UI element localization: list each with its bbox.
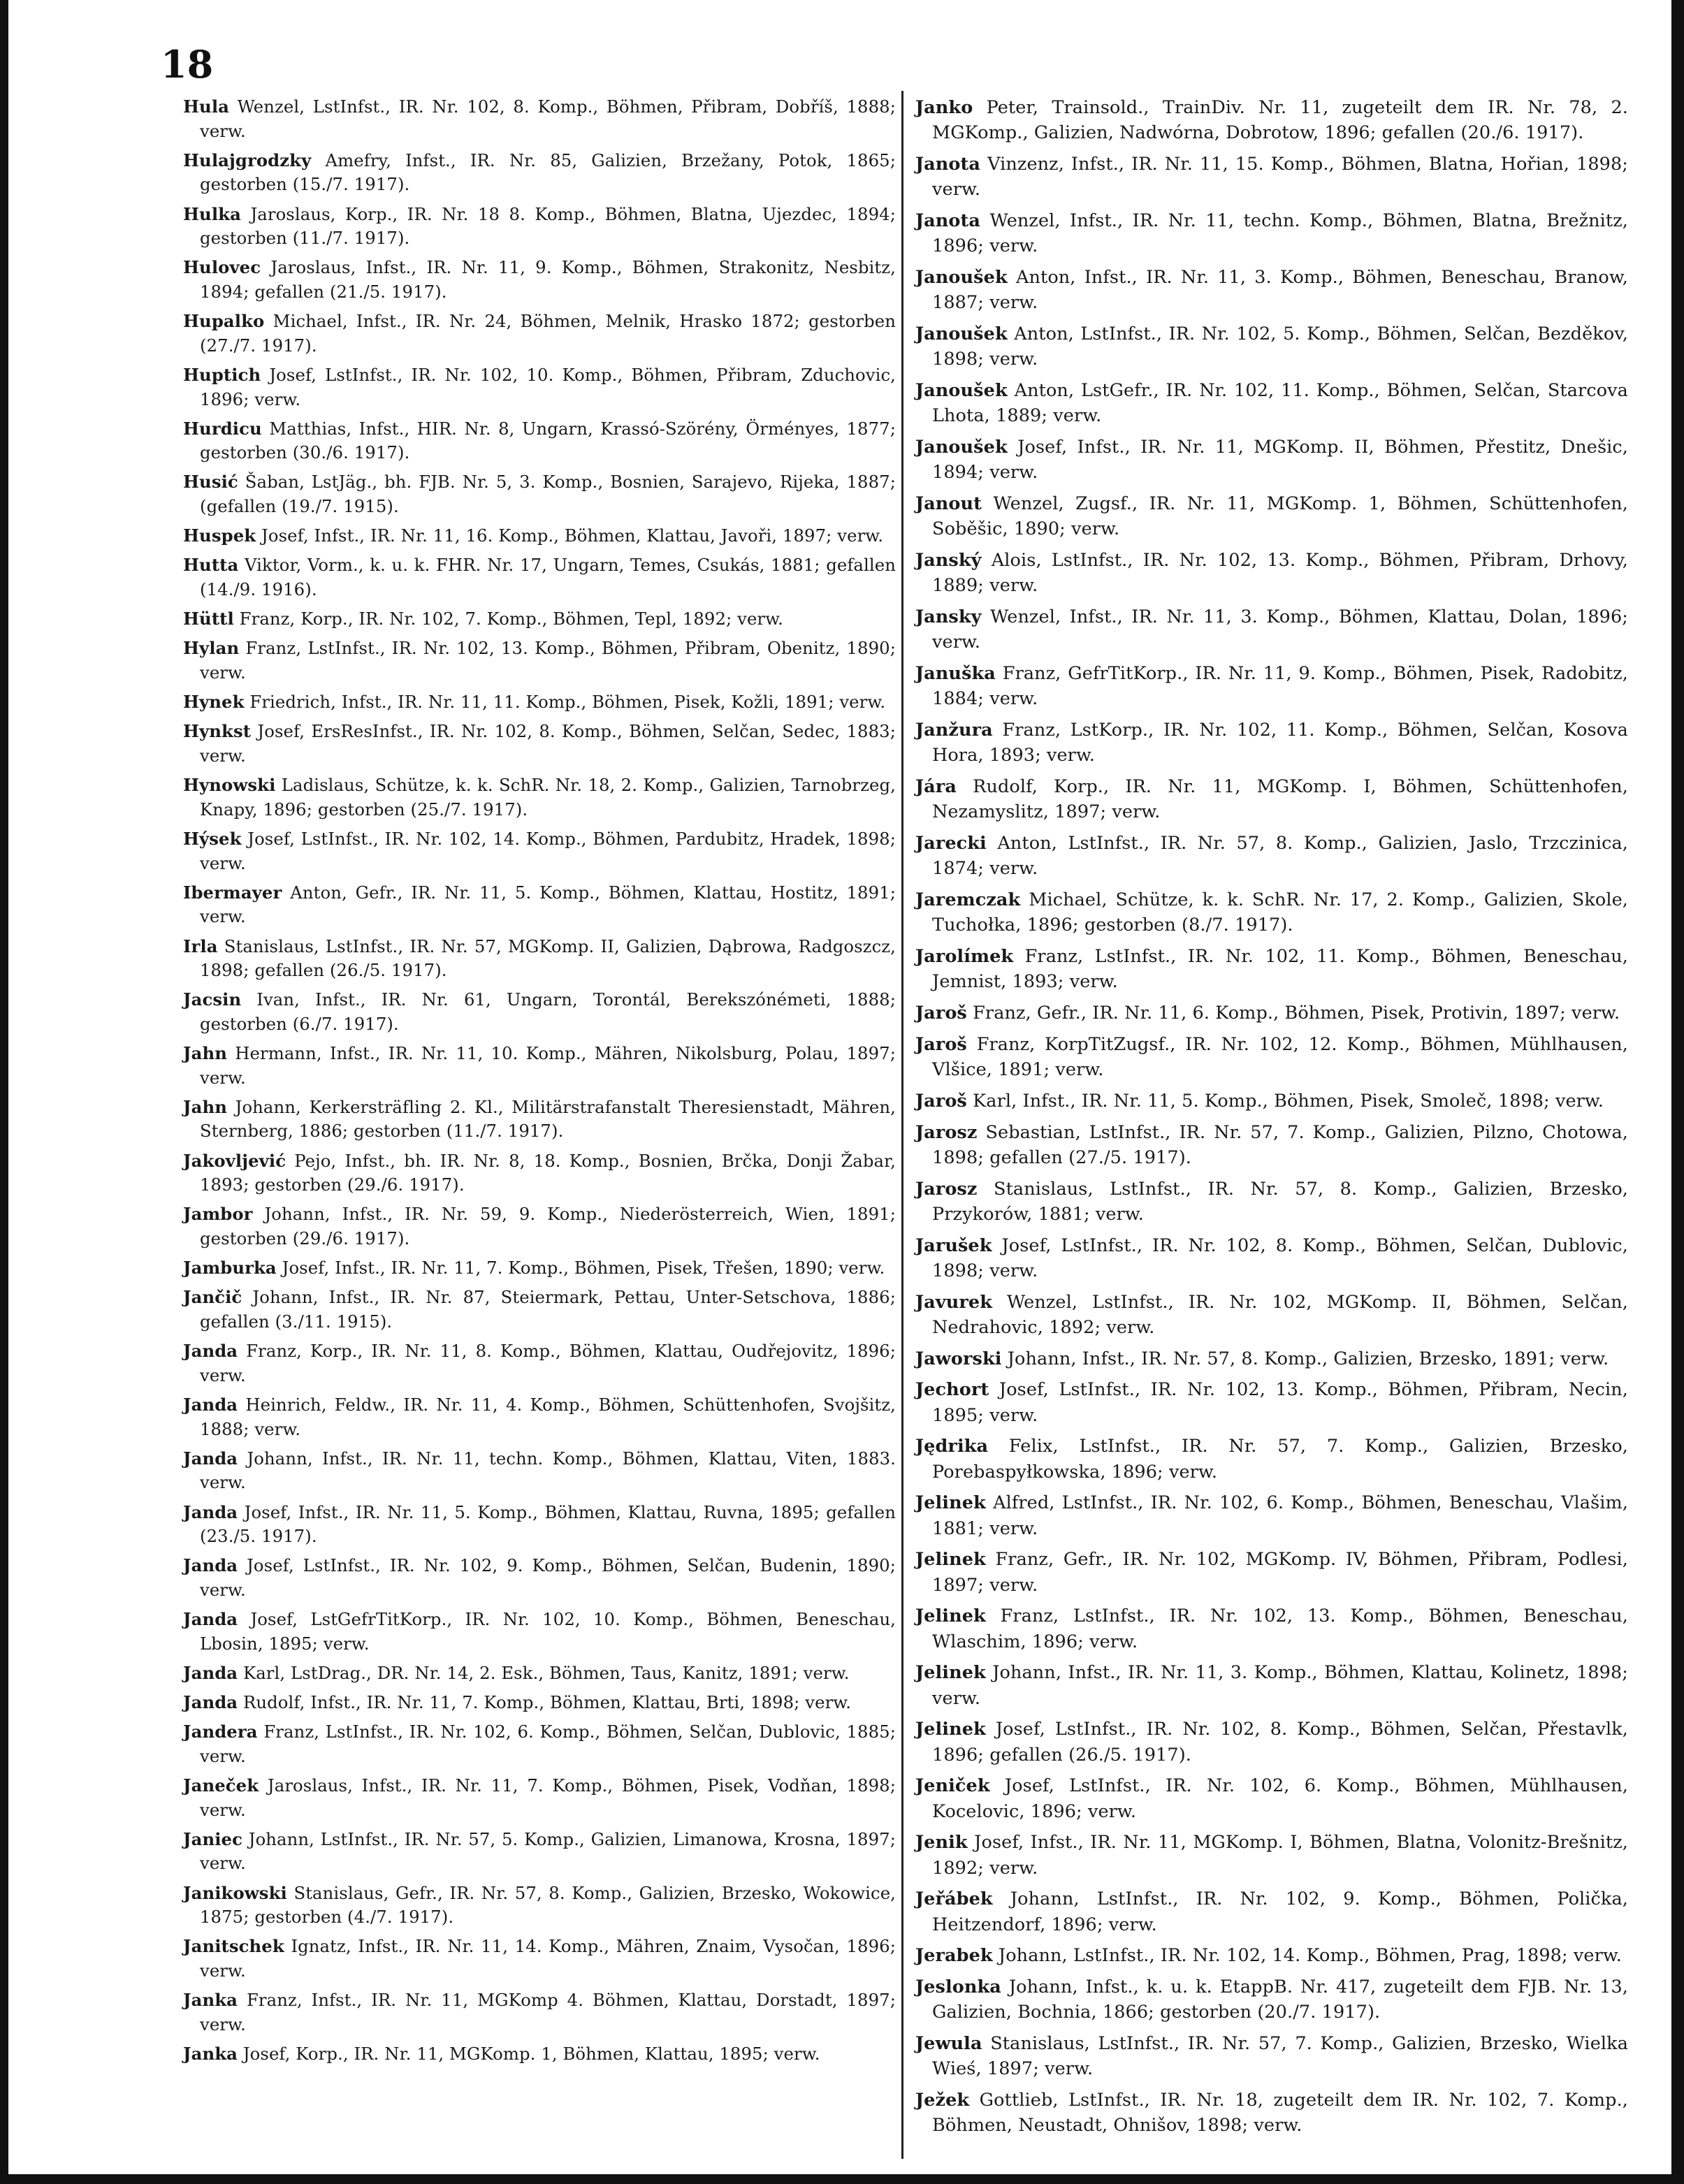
entry-details: Peter, Trainsold., TrainDiv. Nr. 11, zugeteilt dem IR. Nr. 78, 2. MGKomp., Galizien, Nadwórna, Dobrotow, 1896; gefallen (20./6. 1917). — [932, 97, 1628, 144]
entry-details: Franz, Infst., IR. Nr. 11, MGKomp 4. Böhmen, Klattau, Dorstadt, 1897; verw. — [200, 1990, 896, 2034]
entry-surname: Hynek — [183, 692, 245, 713]
casualty-entry — [915, 1717, 1628, 1768]
entry-details: Stanislaus, LstInfst., IR. Nr. 57, MGKomp. II, Galizien, Dąbrowa, Radgoszcz, 1898; gefallen (26./5. 1917). — [200, 936, 897, 981]
entry-surname: Hutta — [183, 555, 239, 576]
entry-surname: Huptich — [183, 364, 261, 385]
entry-surname: Janda — [183, 1341, 238, 1362]
casualty-entry — [915, 831, 1628, 882]
casualty-entry — [183, 881, 896, 929]
entry-surname: Hulka — [183, 203, 241, 224]
entry-details: Jaroslaus, Infst., IR. Nr. 11, 9. Komp., Böhmen, Strakonitz, Nesbitz, 1894; gefallen (21./5. 1917). — [200, 257, 896, 302]
casualty-entry — [183, 524, 896, 548]
entry-surname: Janoušek — [915, 437, 1008, 458]
entry-details: Josef, LstInfst., IR. Nr. 102, 8. Komp., Böhmen, Selčan, Přestavlk, 1896; gefallen (26./5. 1917). — [932, 1719, 1628, 1766]
casualty-entry — [915, 1346, 1628, 1371]
entry-details: Friedrich, Infst., IR. Nr. 11, 11. Komp., Böhmen, Pisek, Kožli, 1891; verw. — [249, 692, 886, 713]
entry-surname: Jaworski — [915, 1348, 1002, 1369]
casualty-entry — [183, 1095, 896, 1144]
entry-details: Pejo, Infst., bh. IR. Nr. 8, 18. Komp., Bosnien, Brčka, Donji Žabar, 1893; gestorben (29./6. 1917). — [200, 1150, 896, 1195]
entry-details: Franz, Korp., IR. Nr. 11, 8. Komp., Böhmen, Klattau, Oudřejovitz, 1896; verw. — [200, 1341, 897, 1385]
casualty-entry — [915, 1830, 1628, 1881]
casualty-entry — [915, 435, 1628, 486]
casualty-entry — [183, 988, 896, 1036]
entry-surname: Janda — [183, 1448, 238, 1469]
entry-surname: Janda — [183, 1555, 238, 1576]
entry-surname: Hula — [183, 96, 229, 117]
casualty-entry — [183, 363, 896, 412]
entry-details: Amefry, Infst., IR. Nr. 85, Galizien, Brzežany, Potok, 1865; gestorben (15./7. 1917). — [200, 150, 896, 195]
casualty-entry — [183, 1339, 896, 1388]
entry-surname: Jelinek — [915, 1492, 986, 1514]
entry-surname: Janda — [183, 1501, 238, 1522]
entry-surname: Jeslonka — [915, 1976, 1001, 1997]
entry-details: Josef, LstInfst., IR. Nr. 102, 14. Komp., Böhmen, Pardubitz, Hradek, 1898; verw. — [200, 828, 896, 873]
casualty-entry — [183, 1774, 896, 1822]
casualty-entry — [915, 774, 1628, 825]
casualty-entry — [915, 491, 1628, 542]
casualty-entry — [915, 95, 1628, 146]
entry-surname: Jenik — [915, 1832, 968, 1854]
casualty-entry — [915, 2088, 1628, 2139]
casualty-entry — [915, 208, 1628, 259]
entry-surname: Husić — [183, 472, 238, 493]
casualty-entry — [915, 1974, 1628, 2025]
casualty-entry — [915, 321, 1628, 372]
entry-surname: Jaroš — [915, 1090, 967, 1112]
casualty-entry — [183, 690, 896, 715]
entry-details: Anton, Infst., IR. Nr. 11, 3. Komp., Böhmen, Beneschau, Branow, 1887; verw. — [932, 267, 1628, 314]
casualty-entry — [183, 827, 896, 875]
casualty-entry — [915, 604, 1628, 655]
casualty-entry — [915, 1660, 1628, 1711]
entry-surname: Janda — [183, 1692, 238, 1713]
entry-surname: Janda — [183, 1662, 238, 1683]
entry-details: Sebastian, LstInfst., IR. Nr. 57, 7. Komp., Galizien, Pilzno, Chotowa, 1898; gefallen (27./5. 1917). — [932, 1121, 1628, 1168]
entry-surname: Irla — [183, 936, 218, 956]
entry-details: Josef, Korp., IR. Nr. 11, MGKomp. 1, Böhmen, Klattau, 1895; verw. — [242, 2043, 820, 2064]
casualty-entry — [183, 1691, 896, 1715]
entry-details: Stanislaus, Gefr., IR. Nr. 57, 8. Komp., Galizien, Brzesko, Wokowice, 1875; gestorben (4./7. 1917). — [200, 1882, 896, 1928]
casualty-entry — [183, 720, 896, 768]
entry-details: Karl, Infst., IR. Nr. 11, 5. Komp., Böhmen, Pisek, Smoleč, 1898; verw. — [973, 1090, 1604, 1112]
casualty-entry — [915, 1032, 1628, 1083]
entry-surname: Hulovec — [183, 257, 261, 278]
casualty-entry — [183, 1149, 896, 1197]
casualty-entry — [915, 2031, 1628, 2082]
entry-details: Josef, LstGefrTitKorp., IR. Nr. 102, 10. Komp., Böhmen, Beneschau, Lbosin, 1895; verw. — [200, 1609, 897, 1654]
casualty-entry — [183, 1447, 896, 1495]
entry-details: Franz, LstInfst., IR. Nr. 102, 11. Komp., Böhmen, Beneschau, Jemnist, 1893; verw. — [932, 946, 1628, 993]
entry-surname: Jarosz — [915, 1178, 978, 1200]
entry-details: Gottlieb, LstInfst., IR. Nr. 18, zugeteilt dem IR. Nr. 102, 7. Komp., Böhmen, Neustadt, Ohnišov, 1898; verw. — [932, 2090, 1628, 2136]
entry-details: Johann, LstInfst., IR. Nr. 57, 5. Komp., Galizien, Limanowa, Krosna, 1897; verw. — [200, 1828, 896, 1874]
entry-details: Ivan, Infst., IR. Nr. 61, Ungarn, Torontál, Berekszónémeti, 1888; gestorben (6./7. 1917). — [200, 989, 896, 1034]
casualty-entry — [915, 887, 1628, 938]
entry-details: Alfred, LstInfst., IR. Nr. 102, 6. Komp., Böhmen, Beneschau, Vlašim, 1881; verw. — [932, 1492, 1628, 1539]
casualty-entry — [915, 152, 1628, 203]
scan-border-right — [1671, 0, 1684, 2184]
entry-details: Vinzenz, Infst., IR. Nr. 11, 15. Komp., Böhmen, Blatna, Hořian, 1898; verw. — [932, 154, 1628, 201]
entry-details: Felix, LstInfst., IR. Nr. 57, 7. Komp., Galizien, Brzesko, Porebaspyłkowska, 1896; verw. — [932, 1436, 1628, 1483]
casualty-entry — [183, 417, 896, 465]
column-divider — [901, 91, 903, 2159]
entry-details: Franz, KorpTitZugsf., IR. Nr. 102, 12. Komp., Böhmen, Mühlhausen, Vlšice, 1891; verw. — [932, 1033, 1628, 1080]
entry-details: Johann, Infst., IR. Nr. 57, 8. Komp., Galizien, Brzesko, 1891; verw. — [1007, 1348, 1609, 1369]
entry-surname: Hupalko — [183, 311, 265, 332]
entry-surname: Janka — [183, 1990, 238, 2011]
entry-details: Josef, Infst., IR. Nr. 11, 5. Komp., Böhmen, Klattau, Ruvna, 1895; gefallen (23./5. 1917). — [200, 1501, 896, 1547]
entry-surname: Janota — [915, 154, 981, 175]
entry-surname: Janikowski — [183, 1882, 287, 1903]
casualty-entry — [183, 2042, 896, 2067]
entry-details: Johann, LstInfst., IR. Nr. 102, 14. Komp., Böhmen, Prag, 1898; verw. — [998, 1945, 1622, 1967]
entry-surname: Hylan — [183, 638, 240, 659]
entry-surname: Janeček — [183, 1775, 259, 1796]
casualty-entry — [915, 1490, 1628, 1541]
entry-surname: Janko — [915, 97, 973, 118]
entry-surname: Jacsin — [183, 989, 242, 1010]
casualty-entry — [183, 1988, 896, 2037]
entry-details: Josef, ErsResInfst., IR. Nr. 102, 8. Komp., Böhmen, Selčan, Sedec, 1883; verw. — [200, 721, 897, 766]
entry-surname: Jarolímek — [915, 946, 1014, 967]
entry-surname: Januška — [915, 663, 996, 684]
casualty-entry — [183, 935, 896, 983]
entry-details: Johann, Infst., IR. Nr. 59, 9. Komp., Niederösterreich, Wien, 1891; gestorben (29./6. 1917). — [200, 1204, 896, 1248]
entry-details: Viktor, Vorm., k. u. k. FHR. Nr. 17, Ungarn, Temes, Csukás, 1881; gefallen (14./9. 1916). — [200, 555, 896, 600]
casualty-entry — [183, 1256, 896, 1281]
casualty-entry — [915, 1177, 1628, 1228]
casualty-entry — [183, 1393, 896, 1441]
casualty-entry — [183, 1608, 896, 1656]
entry-details: Matthias, Infst., HIR. Nr. 8, Ungarn, Krassó-Szörény, Örményes, 1877; gestorben (30./6. 1917). — [200, 418, 896, 463]
entry-details: Johann, Infst., IR. Nr. 11, 3. Komp., Böhmen, Klattau, Kolinetz, 1898; verw. — [932, 1662, 1628, 1709]
entry-details: Josef, LstInfst., IR. Nr. 102, 13. Komp., Böhmen, Přibram, Necin, 1895; verw. — [932, 1379, 1628, 1426]
entry-surname: Janský — [915, 550, 982, 571]
entry-surname: Jahn — [183, 1096, 227, 1117]
entry-surname: Jewula — [915, 2033, 982, 2054]
entry-details: Wenzel, Infst., IR. Nr. 11, 3. Komp., Böhmen, Klattau, Dolan, 1896; verw. — [932, 606, 1628, 653]
entry-details: Šaban, LstJäg., bh. FJB. Nr. 5, 3. Komp., Bosnien, Sarajevo, Rijeka, 1887; (gefallen (19./7. 1915). — [200, 472, 896, 517]
entry-surname: Ibermayer — [183, 882, 282, 903]
entry-details: Jaroslaus, Infst., IR. Nr. 11, 7. Komp., Böhmen, Pisek, Vodňan, 1898; verw. — [200, 1775, 896, 1820]
casualty-entry — [183, 203, 896, 251]
entry-details: Jaroslaus, Korp., IR. Nr. 18 8. Komp., Böhmen, Blatna, Ujezdec, 1894; gestorben (11./7. 1917). — [200, 203, 896, 249]
entry-details: Josef, LstInfst., IR. Nr. 102, 8. Komp., Böhmen, Selčan, Dublovic, 1898; verw. — [932, 1235, 1628, 1281]
entry-surname: Jędrika — [915, 1436, 989, 1457]
scan-border-bottom — [0, 2174, 1684, 2184]
entry-surname: Jelinek — [915, 1606, 986, 1627]
casualty-entry — [915, 1233, 1628, 1284]
entry-surname: Jelinek — [915, 1662, 986, 1684]
entry-surname: Hüttl — [183, 609, 234, 629]
entry-details: Franz, LstInfst., IR. Nr. 102, 13. Komp., Böhmen, Beneschau, Wlaschim, 1896; verw. — [932, 1606, 1628, 1652]
entry-details: Karl, LstDrag., DR. Nr. 14, 2. Esk., Böhmen, Taus, Kanitz, 1891; verw. — [242, 1662, 850, 1683]
entry-surname: Jaroš — [915, 1003, 967, 1024]
casualty-entry — [915, 1547, 1628, 1598]
casualty-entry — [183, 1286, 896, 1334]
entry-surname: Janda — [183, 1609, 238, 1630]
casualty-entry — [915, 1603, 1628, 1654]
casualty-entry — [183, 1554, 896, 1602]
casualty-entry — [183, 553, 896, 602]
casualty-entry — [915, 548, 1628, 599]
entry-surname: Jerabek — [915, 1945, 993, 1967]
entry-surname: Hulajgrodzky — [183, 150, 312, 170]
casualty-entry — [915, 1000, 1628, 1026]
entry-details: Stanislaus, LstInfst., IR. Nr. 57, 7. Komp., Galizien, Brzesko, Wielka Wieś, 1897; verw. — [932, 2033, 1628, 2080]
casualty-entry — [915, 378, 1628, 429]
entry-details: Franz, LstInfst., IR. Nr. 102, 13. Komp., Böhmen, Přibram, Obenitz, 1890; verw. — [200, 638, 897, 683]
entry-details: Anton, LstInfst., IR. Nr. 102, 5. Komp., Böhmen, Selčan, Bezděkov, 1898; verw. — [932, 323, 1628, 370]
entry-surname: Jelinek — [915, 1549, 986, 1571]
casualty-entry — [915, 1290, 1628, 1341]
scan-border-left — [0, 0, 8, 2184]
entry-details: Josef, Infst., IR. Nr. 11, MGKomp. I, Böhmen, Blatna, Volonitz-Brešnitz, 1892; verw. — [932, 1832, 1628, 1879]
casualty-entry — [915, 718, 1628, 769]
casualty-entry — [183, 1881, 896, 1930]
entry-surname: Jeřábek — [915, 1888, 993, 1910]
entry-surname: Jarosz — [915, 1121, 978, 1143]
entry-details: Michael, Schütze, k. k. SchR. Nr. 17, 2. Komp., Galizien, Skole, Tuchołka, 1896; gestorben (8./7. 1917). — [932, 889, 1628, 936]
entry-surname: Jarecki — [915, 833, 987, 854]
entry-details: Franz, Gefr., IR. Nr. 102, MGKomp. IV, Böhmen, Přibram, Podlesi, 1897; verw. — [932, 1549, 1628, 1596]
entry-surname: Hurdicu — [183, 418, 262, 439]
casualty-entry — [183, 1935, 896, 1983]
entry-surname: Jaroš — [915, 1033, 967, 1055]
entry-surname: Janitschek — [183, 1936, 284, 1957]
entry-surname: Jahn — [183, 1043, 227, 1064]
entry-surname: Jaremczak — [915, 889, 1021, 910]
casualty-entry — [915, 1434, 1628, 1485]
entry-details: Johann, Kerkersträfling 2. Kl., Militärstrafanstalt Theresienstadt, Mähren, Sternberg, 1886; gestorben (11./7. 1917). — [200, 1096, 896, 1142]
casualty-entry — [183, 636, 896, 685]
entry-details: Hermann, Infst., IR. Nr. 11, 10. Komp., Mähren, Nikolsburg, Polau, 1897; verw. — [200, 1043, 897, 1088]
casualty-entry — [183, 149, 896, 197]
entry-surname: Huspek — [183, 525, 256, 546]
entry-details: Josef, LstInfst., IR. Nr. 102, 6. Komp., Böhmen, Mühlhausen, Kocelovic, 1896; verw. — [932, 1775, 1628, 1822]
entry-surname: Jára — [915, 776, 957, 797]
left-column — [183, 95, 896, 2072]
casualty-entry — [915, 661, 1628, 712]
entry-surname: Jančič — [183, 1287, 242, 1308]
entry-details: Alois, LstInfst., IR. Nr. 102, 13. Komp., Böhmen, Přibram, Drhovy, 1889; verw. — [932, 550, 1628, 597]
casualty-entry — [915, 1773, 1628, 1824]
entry-surname: Jansky — [915, 606, 982, 627]
entry-details: Heinrich, Feldw., IR. Nr. 11, 4. Komp., Böhmen, Schüttenhofen, Svojšitz, 1888; verw. — [200, 1394, 896, 1439]
casualty-entry — [183, 256, 896, 304]
entry-details: Josef, Infst., IR. Nr. 11, MGKomp. II, Böhmen, Přestitz, Dnešic, 1894; verw. — [932, 437, 1628, 483]
casualty-entry — [183, 773, 896, 822]
entry-details: Franz, GefrTitKorp., IR. Nr. 11, 9. Komp., Böhmen, Pisek, Radobitz, 1884; verw. — [932, 663, 1628, 710]
page-number: 18 — [161, 42, 214, 87]
entry-details: Wenzel, Infst., IR. Nr. 11, techn. Komp., Böhmen, Blatna, Brežnitz, 1896; verw. — [932, 210, 1628, 257]
casualty-entry — [915, 265, 1628, 316]
entry-details: Ignatz, Infst., IR. Nr. 11, 14. Komp., Mähren, Znaim, Vysočan, 1896; verw. — [200, 1936, 896, 1981]
entry-surname: Jarušek — [915, 1235, 992, 1256]
entry-details: Anton, LstGefr., IR. Nr. 102, 11. Komp., Böhmen, Selčan, Starcova Lhota, 1889; verw. — [932, 380, 1628, 427]
entry-details: Franz, LstKorp., IR. Nr. 102, 11. Komp., Böhmen, Selčan, Kosova Hora, 1893; verw. — [932, 720, 1628, 766]
right-column — [915, 95, 1628, 2144]
casualty-entry — [915, 944, 1628, 995]
entry-details: Michael, Infst., IR. Nr. 24, Böhmen, Melnik, Hrasko 1872; gestorben (27./7. 1917). — [200, 311, 896, 356]
entry-details: Wenzel, LstInfst., IR. Nr. 102, 8. Komp., Böhmen, Přibram, Dobříš, 1888; verw. — [200, 96, 896, 141]
entry-surname: Ježek — [915, 2090, 970, 2111]
casualty-entry — [183, 1828, 896, 1876]
entry-surname: Hýsek — [183, 828, 242, 849]
entry-details: Franz, LstInfst., IR. Nr. 102, 6. Komp., Böhmen, Selčan, Dublovic, 1885; verw. — [200, 1721, 896, 1766]
entry-surname: Jamburka — [183, 1258, 277, 1279]
entry-surname: Jelinek — [915, 1719, 986, 1740]
entry-surname: Janda — [183, 1394, 238, 1415]
entry-details: Johann, Infst., k. u. k. EtappB. Nr. 417, zugeteilt dem FJB. Nr. 13, Galizien, Bochnia, 1866; gestorben (20./7. 1917). — [932, 1976, 1628, 2023]
casualty-entry — [915, 1089, 1628, 1114]
entry-surname: Hynowski — [183, 775, 276, 796]
casualty-entry — [183, 1042, 896, 1090]
entry-surname: Janoušek — [915, 267, 1008, 288]
casualty-entry — [183, 1202, 896, 1251]
casualty-entry — [915, 1377, 1628, 1428]
entry-details: Ladislaus, Schütze, k. k. SchR. Nr. 18, 2. Komp., Galizien, Tarnobrzeg, Knapy, 1896; gestorben (25./7. 1917). — [200, 775, 896, 820]
casualty-entry — [183, 95, 896, 143]
entry-details: Wenzel, Zugsf., IR. Nr. 11, MGKomp. 1, Böhmen, Schüttenhofen, Soběšic, 1890; verw. — [932, 493, 1628, 540]
entry-surname: Janžura — [915, 720, 993, 741]
entry-surname: Jambor — [183, 1204, 253, 1225]
entry-surname: Janoušek — [915, 323, 1008, 344]
entry-surname: Hynkst — [183, 721, 252, 742]
entry-surname: Janoušek — [915, 380, 1008, 401]
casualty-entry — [183, 1661, 896, 1686]
casualty-entry — [183, 310, 896, 358]
casualty-entry — [183, 1720, 896, 1768]
entry-details: Johann, Infst., IR. Nr. 87, Steiermark, Pettau, Unter-Setschova, 1886; gefallen (3./11. 1915). — [200, 1287, 896, 1332]
entry-surname: Janout — [915, 493, 982, 514]
entry-details: Josef, Infst., IR. Nr. 11, 16. Komp., Böhmen, Klattau, Javoři, 1897; verw. — [261, 525, 884, 546]
entry-surname: Jakovljević — [183, 1150, 286, 1171]
casualty-entry — [183, 607, 896, 632]
entry-surname: Janka — [183, 2043, 238, 2064]
casualty-entry — [915, 1120, 1628, 1171]
entry-details: Josef, LstInfst., IR. Nr. 102, 9. Komp., Böhmen, Selčan, Budenin, 1890; verw. — [200, 1555, 896, 1600]
casualty-entry — [915, 1886, 1628, 1937]
casualty-entry — [915, 1943, 1628, 1968]
entry-details: Johann, Infst., IR. Nr. 11, techn. Komp., Böhmen, Klattau, Viten, 1883. verw. — [200, 1448, 896, 1493]
entry-surname: Janota — [915, 210, 981, 231]
entry-details: Josef, LstInfst., IR. Nr. 102, 10. Komp., Böhmen, Přibram, Zduchovic, 1896; verw. — [200, 364, 896, 409]
entry-details: Franz, Korp., IR. Nr. 102, 7. Komp., Böhmen, Tepl, 1892; verw. — [239, 609, 783, 629]
entry-details: Anton, Gefr., IR. Nr. 11, 5. Komp., Böhmen, Klattau, Hostitz, 1891; verw. — [200, 882, 896, 927]
entry-details: Johann, LstInfst., IR. Nr. 102, 9. Komp., Böhmen, Polička, Heitzendorf, 1896; verw. — [932, 1888, 1628, 1935]
entry-details: Franz, Gefr., IR. Nr. 11, 6. Komp., Böhmen, Pisek, Protivin, 1897; verw. — [973, 1003, 1620, 1024]
entry-surname: Jeniček — [915, 1775, 990, 1797]
casualty-entry — [183, 1501, 896, 1549]
entry-surname: Janiec — [183, 1828, 242, 1849]
entry-details: Rudolf, Infst., IR. Nr. 11, 7. Komp., Böhmen, Klattau, Brti, 1898; verw. — [242, 1692, 852, 1713]
entry-surname: Jandera — [183, 1721, 258, 1742]
entry-details: Stanislaus, LstInfst., IR. Nr. 57, 8. Komp., Galizien, Brzesko, Przykorów, 1881; verw. — [932, 1178, 1628, 1225]
entry-details: Wenzel, LstInfst., IR. Nr. 102, MGKomp. II, Böhmen, Selčan, Nedrahovic, 1892; verw. — [932, 1291, 1628, 1338]
entry-details: Josef, Infst., IR. Nr. 11, 7. Komp., Böhmen, Pisek, Třešen, 1890; verw. — [282, 1258, 885, 1279]
entry-surname: Jechort — [915, 1379, 989, 1401]
casualty-entry — [183, 470, 896, 518]
entry-details: Anton, LstInfst., IR. Nr. 57, 8. Komp., Galizien, Jaslo, Trzczinica, 1874; verw. — [932, 833, 1628, 880]
entry-surname: Javurek — [915, 1291, 992, 1313]
entry-details: Rudolf, Korp., IR. Nr. 11, MGKomp. I, Böhmen, Schüttenhofen, Nezamyslitz, 1897; verw. — [932, 776, 1628, 823]
